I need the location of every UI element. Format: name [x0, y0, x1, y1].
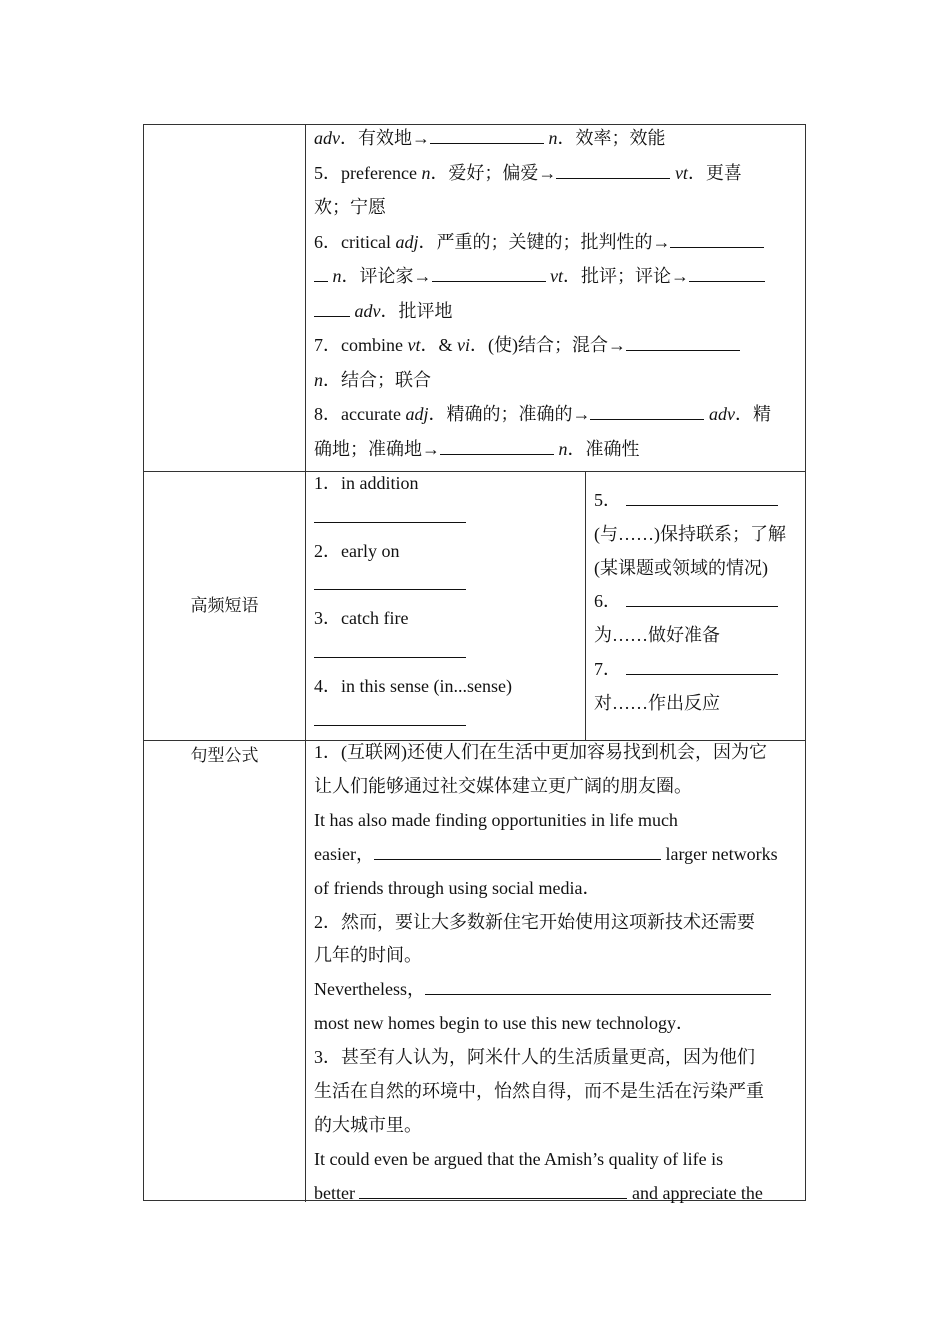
sentence-cn: 1．(互联网)还使人们在生活中更加容易找到机会，因为它 — [314, 742, 767, 762]
phrase-answer-blank[interactable] — [626, 588, 778, 607]
sentence-cn: 让人们能够通过社交媒体建立更广阔的朋友圈。 — [314, 775, 692, 796]
column-divider — [585, 471, 586, 740]
phrase-item: 4．in this sense (in...sense) — [314, 675, 512, 696]
sentence-en: It has also made finding opportunities in life much — [314, 809, 678, 830]
sentence-cn: 几年的时间。 — [314, 945, 422, 966]
sentence-en: most new homes begin to use this new technology． — [314, 1013, 694, 1034]
vocab-line: n．结合；联合 — [314, 369, 431, 390]
sentences-label: 句型公式 — [190, 746, 259, 766]
phrase-answer-blank[interactable] — [314, 568, 579, 602]
sentence-cn: 的大城市里。 — [314, 1114, 422, 1135]
vocab-line: adv．批评地 — [314, 294, 804, 329]
sentences-cell — [314, 736, 804, 1211]
sentence-en: better and appreciate the — [314, 1177, 804, 1211]
phrase-meaning: (与……)保持联系；了解 — [594, 523, 786, 544]
phrase-item: 7． — [594, 653, 806, 687]
phrase-item: 3．catch fire — [314, 608, 409, 629]
sentence-cn: 3．甚至有人认为，阿米什人的生活质量更高，因为他们 — [314, 1047, 755, 1068]
phrase-answer-blank[interactable] — [626, 487, 778, 506]
phrase-meaning: 对……作出反应 — [594, 692, 720, 713]
sentence-answer-blank[interactable] — [374, 841, 661, 860]
worksheet-table — [143, 124, 806, 1201]
vocab-line: 6．critical adj．严重的；关键的；批判性的→ — [314, 225, 804, 260]
phrase-answer-blank[interactable] — [626, 656, 778, 675]
sentence-en: easier， larger networks — [314, 838, 804, 872]
phrase-item: 5． — [594, 484, 806, 518]
sentence-answer-blank[interactable] — [359, 1180, 627, 1199]
phrase-item: 1．in addition — [314, 473, 419, 493]
vocab-line: n．评论家→ vt．批评；评论→ — [314, 259, 804, 294]
sentence-en: of friends through using social media． — [314, 877, 601, 898]
phrases-right-cell — [594, 484, 806, 721]
vocab-line: 8．accurate adj．精确的；准确的→ adv．精 — [314, 397, 804, 432]
vocab-line: 确地；准确地→ n．准确性 — [314, 432, 804, 467]
vocab-line: 7．combine vt．& vi．(使)结合；混合→ — [314, 328, 804, 363]
sentence-answer-blank[interactable] — [425, 976, 771, 995]
sentence-cn: 2．然而，要让大多数新住宅开始使用这项新技术还需要 — [314, 911, 755, 932]
sentence-en: It could even be argued that the Amish’s quality of life is — [314, 1148, 724, 1169]
phrase-answer-blank[interactable] — [314, 704, 579, 738]
vocab-line: 欢；宁愿 — [314, 197, 386, 217]
sentence-en: Nevertheless， — [314, 973, 804, 1007]
phrase-meaning: (某课题或领域的情况) — [594, 557, 768, 578]
sentence-cn: 生活在自然的环境中，怡然自得，而不是生活在污染严重 — [314, 1081, 764, 1102]
phrase-meaning: 为……做好准备 — [594, 625, 720, 646]
phrase-item: 2．early on — [314, 540, 400, 561]
vocab-line: adv．有效地→ n．效率；效能 — [314, 121, 804, 156]
vocab-line: 5．preference n．爱好；偏爱→ vt．更喜 — [314, 156, 804, 191]
phrase-answer-blank[interactable] — [314, 636, 579, 670]
phrases-label: 高频短语 — [190, 596, 259, 616]
phrase-answer-blank[interactable] — [314, 501, 579, 535]
column-divider — [305, 125, 306, 1202]
vocab-cell — [314, 121, 804, 466]
phrase-item: 6． — [594, 585, 806, 619]
phrases-left-cell — [314, 467, 579, 737]
